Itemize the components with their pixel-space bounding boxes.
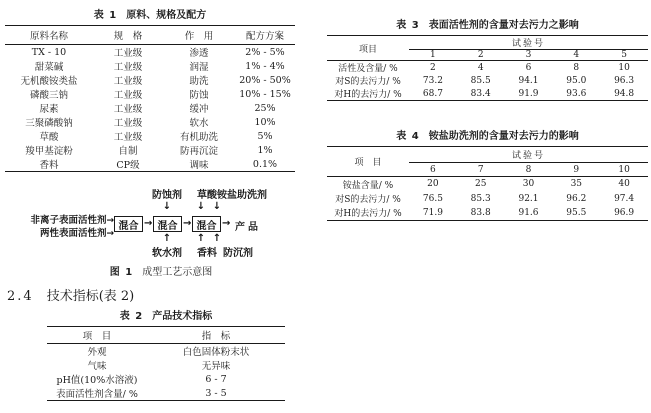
cell: 工业级 <box>113 62 143 73</box>
diagram-label-antisettling: 防沉剂 <box>223 248 253 259</box>
diagram-label-ammonium-builder: 铵盐助洗剂 <box>217 190 267 201</box>
cell: 工业级 <box>113 104 143 115</box>
table3-label: 表 3 <box>396 20 420 31</box>
cell: 缓冲 <box>189 104 209 115</box>
diagram-input-streams <box>12 215 114 240</box>
table4-block <box>327 130 648 221</box>
cell: 10% <box>254 116 276 128</box>
diagram-label-oxalic-acid: 草酸 <box>197 190 217 201</box>
arrow-down-icon: ↓ <box>162 201 172 212</box>
arrow-right-icon: → <box>183 218 192 229</box>
table4-span-header: 试验号 <box>409 147 648 163</box>
cell: 91.6 <box>518 207 539 218</box>
cell: 35 <box>570 179 583 190</box>
table-row <box>47 358 285 372</box>
arrow-down-icon: ↓ <box>196 201 206 212</box>
figure1-label: 图 1 <box>109 267 134 278</box>
cell: 工业级 <box>113 90 143 101</box>
arrow-up-icon: ↑ <box>212 233 222 244</box>
cell: 工业级 <box>113 118 143 129</box>
arrow-down-icon: ↓ <box>212 201 222 212</box>
table2-block <box>47 310 285 401</box>
table4 <box>327 146 648 221</box>
mix-box-1 <box>114 216 143 232</box>
table2-title-text: 产品技术指标 <box>152 311 213 322</box>
cell: 1% - 4% <box>245 60 285 72</box>
diagram-input-label: 两性表面活性剂 <box>39 227 107 239</box>
cell: 85.5 <box>470 75 491 86</box>
cell: 40 <box>618 179 630 190</box>
table3-title <box>327 19 648 32</box>
section-title: 技术指标(表 2) <box>46 289 135 304</box>
section-number: 2.4 <box>7 289 34 304</box>
col-number: 9 <box>552 163 600 177</box>
arrow-right-icon: → <box>106 228 114 239</box>
cell: 10% - 15% <box>239 88 291 100</box>
table-row <box>327 87 648 101</box>
cell: 软水 <box>189 118 209 129</box>
col-number: 1 <box>409 50 457 61</box>
row-label: 铵盐含量/ % <box>342 180 394 191</box>
col-number: 2 <box>457 50 505 61</box>
cell: 71.9 <box>422 207 443 218</box>
col-number: 7 <box>457 163 505 177</box>
table2-header-spec: 指 标 <box>147 327 285 344</box>
table4-title-text: 铵盐助洗剂的含量对去污力的影响 <box>428 131 579 142</box>
diagram-label-fragrance: 香料 <box>197 248 217 259</box>
table-row <box>327 177 648 192</box>
cell: 25% <box>254 102 276 114</box>
cell: 8 <box>573 62 580 73</box>
cell: 97.4 <box>614 193 635 204</box>
cell: 调味 <box>189 160 209 171</box>
cell: 工业级 <box>113 76 143 87</box>
cell: TX - 10 <box>31 46 67 58</box>
table1-block <box>5 9 295 172</box>
table2-header-row <box>47 327 285 344</box>
table-row <box>327 206 648 221</box>
table3-title-text: 表面活性剂的含量对去污力之影响 <box>428 20 579 31</box>
cell: 气味 <box>87 361 107 372</box>
cell: 0.1% <box>252 158 278 170</box>
cell: 20% - 50% <box>239 74 291 86</box>
cell: 73.2 <box>422 75 443 86</box>
cell: 羧甲基淀粉 <box>25 146 73 157</box>
table3-block <box>327 19 648 101</box>
process-flow-diagram <box>0 186 322 264</box>
section-heading-2-4 <box>7 289 134 305</box>
cell: 外观 <box>87 347 107 358</box>
cell: 有机助洗 <box>179 132 218 143</box>
cell: 助洗 <box>189 76 209 87</box>
table-row <box>5 45 295 60</box>
table-row <box>5 143 295 157</box>
table1 <box>5 25 295 172</box>
cell: 4 <box>477 62 484 73</box>
table4-stub-header: 项 目 <box>327 147 409 177</box>
table-row <box>5 115 295 129</box>
table3 <box>327 35 648 101</box>
arrow-right-icon: → <box>222 218 231 229</box>
cell: 2% - 5% <box>245 46 285 58</box>
table2-header-item: 项 目 <box>47 327 147 344</box>
col-number: 4 <box>552 50 600 61</box>
cell: 95.5 <box>566 207 587 218</box>
table-row <box>47 344 285 359</box>
table-row <box>5 157 295 172</box>
table-row <box>5 129 295 143</box>
arrow-up-icon: ↑ <box>162 233 172 244</box>
diagram-input-label: 非离子表面活性剂 <box>30 215 107 226</box>
cell: 渗透 <box>189 48 209 59</box>
cell: 91.9 <box>518 88 539 99</box>
cell: 76.5 <box>422 193 443 204</box>
mix-box-3 <box>192 216 221 232</box>
cell: 草酸 <box>39 132 59 143</box>
cell: 93.6 <box>566 88 587 99</box>
table-row <box>327 74 648 87</box>
cell: 3 - 5 <box>205 387 227 399</box>
arrow-right-icon: → <box>144 218 153 229</box>
cell: 94.8 <box>614 88 635 99</box>
table1-label: 表 1 <box>93 10 118 21</box>
mix-box-label: 混合 <box>157 220 178 232</box>
table2-label: 表 2 <box>119 311 144 322</box>
diagram-output-product: 产品 <box>235 222 261 233</box>
cell: 甜菜碱 <box>34 62 64 73</box>
cell: pH值(10%水溶液) <box>56 375 138 386</box>
table-row <box>5 59 295 73</box>
cell: 三聚磷酸钠 <box>25 118 73 129</box>
cell: 92.1 <box>518 193 539 204</box>
cell: 83.8 <box>470 207 491 218</box>
table1-title <box>5 9 295 22</box>
cell: 10 <box>618 62 630 73</box>
col-number: 8 <box>505 163 553 177</box>
col-number: 6 <box>409 163 457 177</box>
table-row <box>327 61 648 75</box>
diagram-label-anticorrosive: 防蚀剂 <box>152 190 182 201</box>
table1-header-function: 作 用 <box>163 26 235 45</box>
table4-label: 表 4 <box>396 131 420 142</box>
table-row <box>5 101 295 115</box>
col-number: 10 <box>600 163 648 177</box>
table1-header-grade: 规 格 <box>93 26 163 45</box>
table2 <box>47 326 285 401</box>
mix-box-2 <box>153 216 182 232</box>
cell: 96.2 <box>566 193 587 204</box>
table4-spanner-row <box>327 147 648 163</box>
figure1-caption <box>0 266 322 279</box>
cell: 85.3 <box>470 193 491 204</box>
cell: 20 <box>427 179 439 190</box>
mix-box-label: 混合 <box>196 220 217 232</box>
table-row <box>327 191 648 205</box>
table-row <box>47 386 285 401</box>
cell: 96.9 <box>614 207 635 218</box>
cell: 94.1 <box>518 75 539 86</box>
table-row <box>47 372 285 386</box>
table1-title-text: 原料、规格及配方 <box>126 10 207 21</box>
cell: 尿素 <box>39 104 59 115</box>
table3-stub-header: 项目 <box>327 36 409 61</box>
row-label: 对S的去污力/ % <box>335 77 401 87</box>
row-label: 活性及含量/ % <box>338 64 398 74</box>
cell: 无异味 <box>201 361 231 372</box>
cell: 防再沉淀 <box>179 146 218 157</box>
table3-span-header: 试验号 <box>409 36 648 50</box>
row-label: 对S的去污力/ % <box>335 195 401 206</box>
cell: 96.3 <box>614 75 635 86</box>
col-number: 3 <box>505 50 553 61</box>
cell: 润湿 <box>189 62 209 73</box>
table2-title <box>47 310 285 323</box>
table4-title <box>327 130 648 143</box>
cell: 工业级 <box>113 132 143 143</box>
diagram-label-softener: 软水剂 <box>152 248 182 259</box>
cell: 1% <box>257 144 273 156</box>
cell: 6 <box>525 62 532 73</box>
row-label: 对H的去污力/ % <box>334 90 402 100</box>
cell: 无机酸铵类盐 <box>20 76 78 87</box>
diagram-input-nonionic <box>12 215 114 228</box>
figure1-caption-text: 成型工艺示意图 <box>142 267 213 278</box>
cell: 30 <box>522 179 535 190</box>
cell: 5% <box>257 130 273 142</box>
table-row <box>5 73 295 87</box>
arrow-right-icon: → <box>106 216 114 226</box>
table1-header-formula: 配方方案 <box>235 26 295 45</box>
table1-header-material: 原料名称 <box>5 26 93 45</box>
cell: 2 <box>430 62 436 73</box>
cell: 表面活性剂含量/ % <box>56 389 138 400</box>
arrow-up-icon: ↑ <box>196 233 206 244</box>
cell: 防蚀 <box>189 90 209 101</box>
row-label: 对H的去污力/ % <box>334 209 402 220</box>
cell: 6 - 7 <box>205 373 227 385</box>
cell: 自制 <box>118 146 138 157</box>
cell: 68.7 <box>422 88 443 99</box>
cell: 83.4 <box>470 88 491 99</box>
table3-spanner-row <box>327 36 648 50</box>
diagram-input-amphoteric <box>12 228 114 241</box>
cell: 工业级 <box>113 48 143 59</box>
cell: 95.0 <box>566 75 587 86</box>
table1-header-row <box>5 26 295 45</box>
cell: 25 <box>474 179 487 190</box>
cell: CP级 <box>116 160 140 171</box>
mix-box-label: 混合 <box>118 220 139 232</box>
cell: 磷酸三钠 <box>29 90 68 101</box>
col-number: 5 <box>600 50 648 61</box>
table-row <box>5 87 295 101</box>
cell: 香料 <box>39 160 59 171</box>
cell: 白色固体粉末状 <box>182 347 250 358</box>
